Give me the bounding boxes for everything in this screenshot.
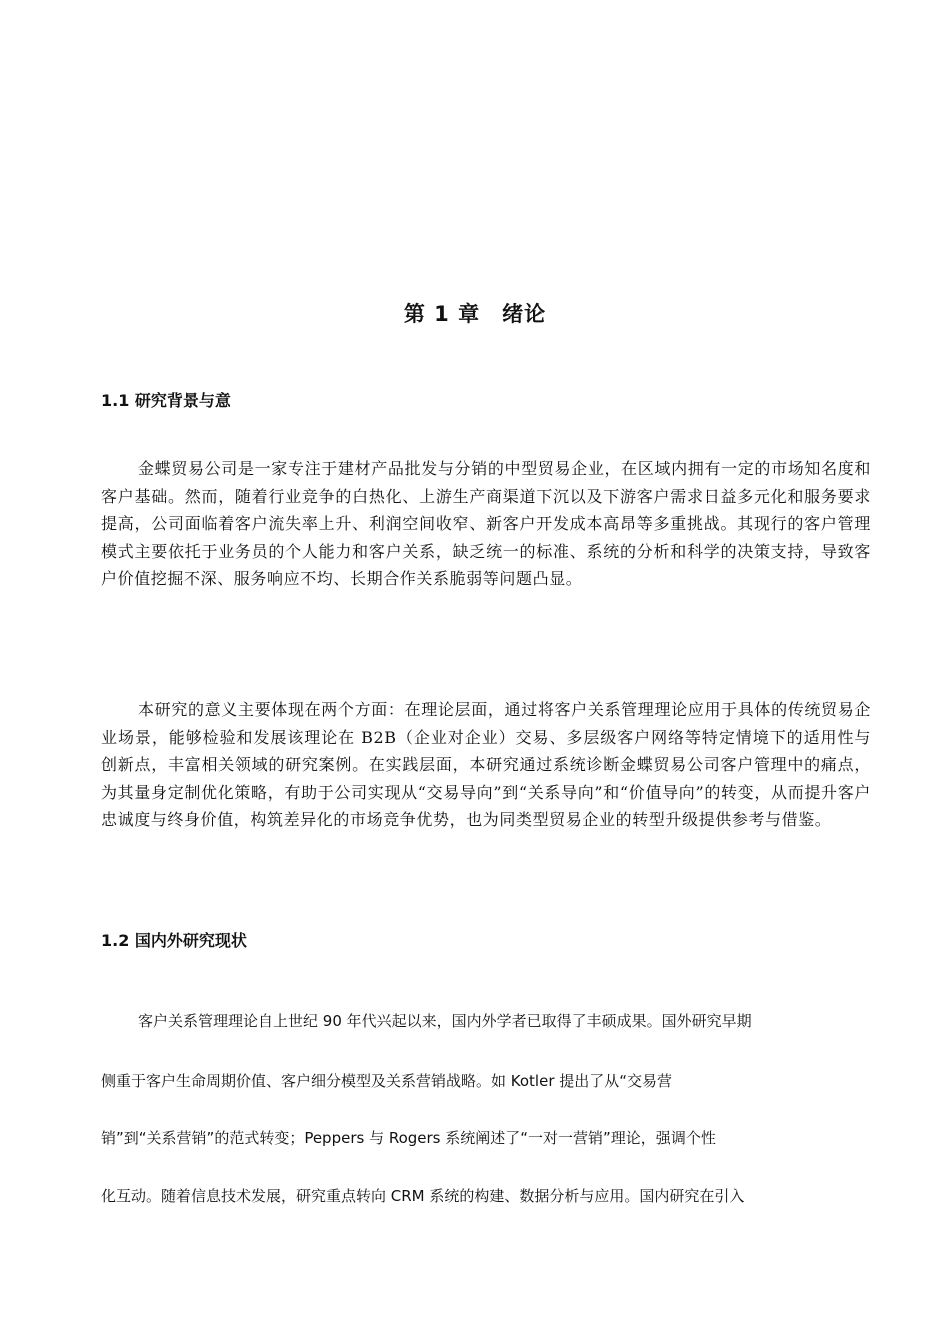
paragraph-line: 侧重于客户生命周期价值、客户细分模型及关系营销战略。如 Kotler 提出了从“交易营: [101, 1072, 673, 1090]
chapter-title: 第 1 章 绪论: [403, 302, 547, 326]
paragraph-line: 化互动。随着信息技术发展，研究重点转向 CRM 系统的构建、数据分析与应用。国内研究在引入: [101, 1187, 745, 1205]
section-heading-1-1: 1.1 研究背景与意: [101, 391, 231, 410]
paragraph-significance: 本研究的意义主要体现在两个方面：在理论层面，通过将客户关系管理理论应用于具体的传统贸易企业场景，能够检验和发展该理论在 B2B（企业对企业）交易、多层级客户网络等特定情境下的适用性与创新点，丰富相关领域的研究案例。在实践层面，本研究通过系统诊断金蝶贸易公司客户管理中的痛点，为其量身定制优化策略，有助于公司实现从“交易导向”到“关系导向”和“价值导向”的转变，从而提升客户忠诚度与终身价值，构筑差异化的市场竞争优势，也为同类型贸易企业的转型升级提供参考与借鉴。: [101, 700, 871, 829]
paragraph-line: 客户关系管理理论自上世纪 90 年代兴起以来，国内外学者已取得了丰硕成果。国外研究早期: [138, 1012, 752, 1030]
paragraph-background: 金蝶贸易公司是一家专注于建材产品批发与分销的中型贸易企业，在区域内拥有一定的市场知名度和客户基础。然而，随着行业竞争的白热化、上游生产商渠道下沉以及下游客户需求日益多元化和服务要求提高，公司面临着客户流失率上升、利润空间收窄、新客户开发成本高昂等多重挑战。其现行的客户管理模式主要依托于业务员的个人能力和客户关系，缺乏统一的标准、系统的分析和科学的决策支持，导致客户价值挖掘不深、服务响应不均、长期合作关系脆弱等问题凸显。: [101, 459, 871, 588]
paragraph-line: 销”到“关系营销”的范式转变；Peppers 与 Rogers 系统阐述了“一对一营销”理论，强调个性: [101, 1129, 716, 1147]
section-heading-1-2: 1.2 国内外研究现状: [101, 931, 247, 950]
